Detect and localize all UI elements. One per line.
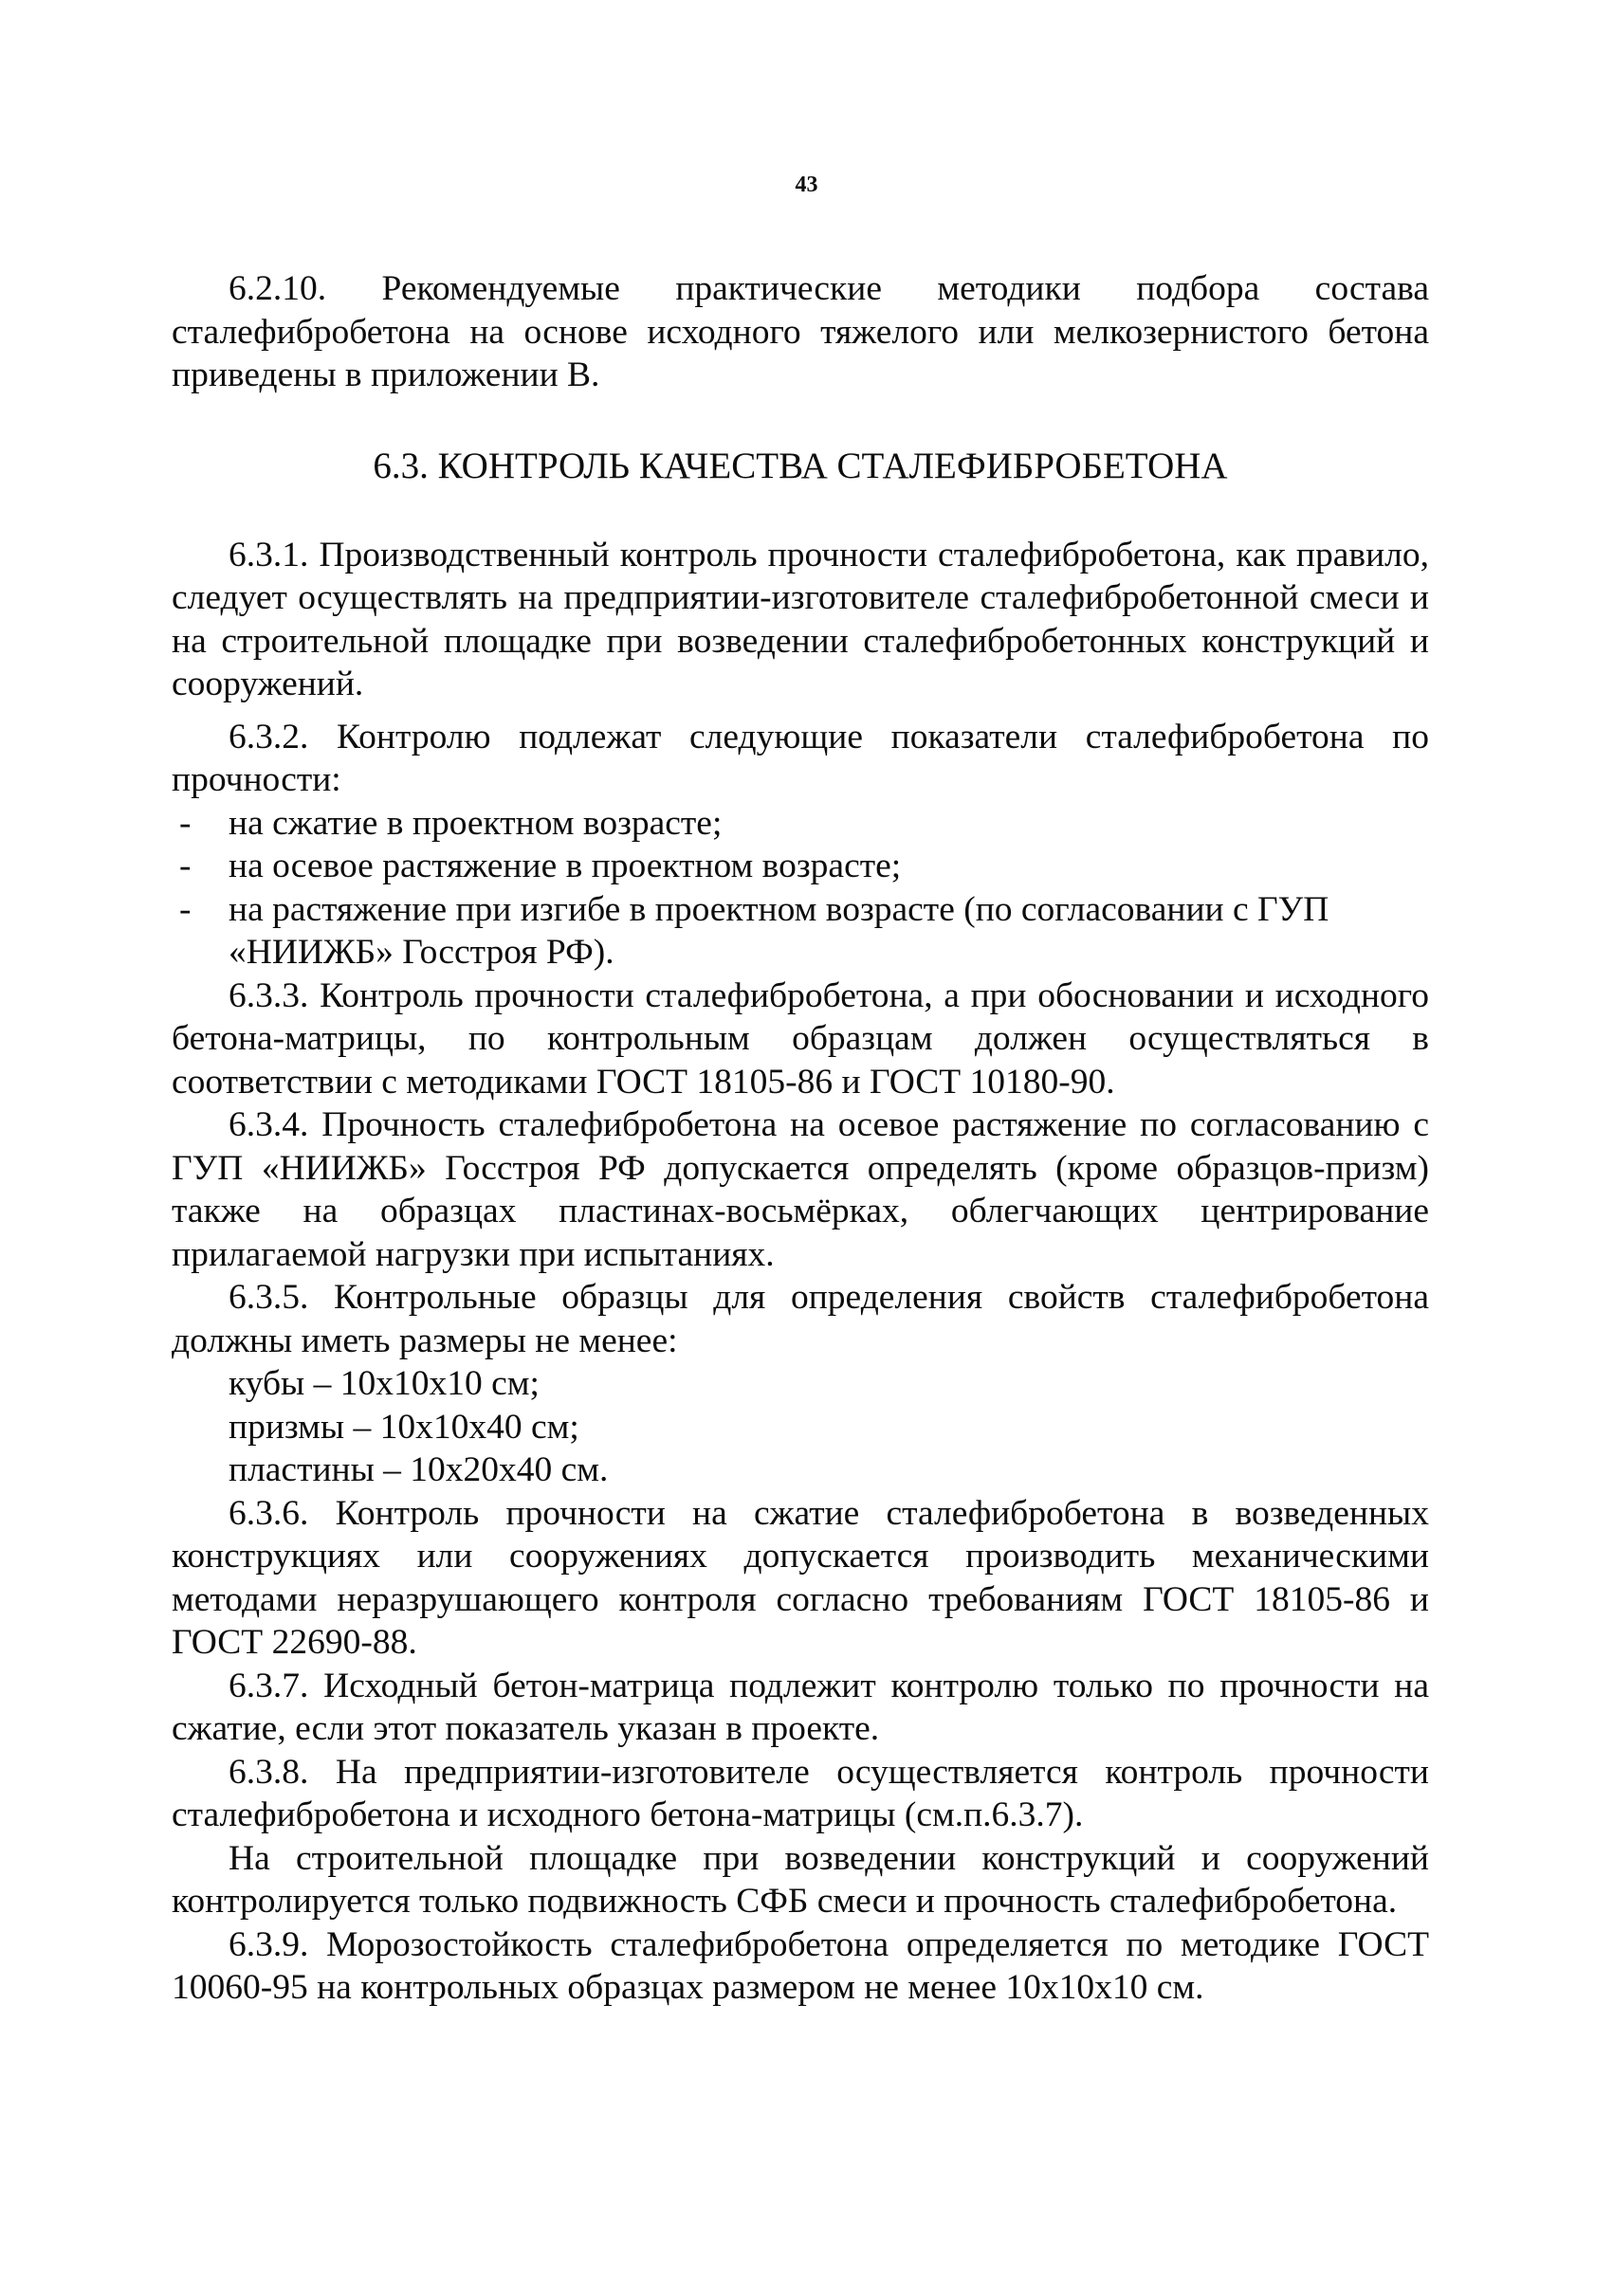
paragraph-6-3-8: 6.3.8. На предприятии-изготовителе осуществляется контроль прочности сталефибробетона и исходного бетона-матрицы (см.п.6.3.7). — [172, 1752, 1429, 1834]
section-heading: 6.3. КОНТРОЛЬ КАЧЕСТВА СТАЛЕФИБРОБЕТОНА — [373, 445, 1228, 486]
list-dash: - — [179, 889, 192, 929]
list-item-text: на осевое растяжение в проектном возрасте; — [229, 847, 902, 885]
size-cubes: кубы – 10х10х10 см; — [229, 1364, 540, 1403]
paragraph-site-control: На строительной площадке при возведении конструкций и сооружений контролируется только подвижность СФБ смеси и прочность сталефибробетона. — [172, 1838, 1429, 1921]
list-item-text: на сжатие в проектном возрасте; — [229, 803, 723, 843]
list-item — [172, 888, 1429, 975]
paragraph-6-3-1: 6.3.1. Производственный контроль прочности сталефибробетона, как правило, следует осуществлять на предприятии-изготовителе сталефибробетонной смеси и на строительной площадке при возведении сталефибробетонных конструкций и сооружений. — [172, 535, 1429, 703]
strength-indicators-list — [172, 802, 1429, 975]
paragraph-6-3-7: 6.3.7. Исходный бетон-матрица подлежит контролю только по прочности на сжатие, если этот показатель указан в проекте. — [172, 1666, 1429, 1748]
paragraph-6-3-3: 6.3.3. Контроль прочности сталефибробетона, а при обосновании и исходного бетона-матрицы, по контрольным образцам должен осуществляться в соответствии с методиками ГОСТ 18105-86 и ГОСТ 10180-90. — [172, 975, 1429, 1102]
paragraph-6-3-4: 6.3.4. Прочность сталефибробетона на осевое растяжение по согласованию с ГУП «НИИЖБ» Госстроя РФ допускается определять (кроме образцов-призм) также на образцах пластинах-восьмёрках, облегчающих центрирование прилагаемой нагрузки при испытаниях. — [172, 1105, 1429, 1274]
paragraph-6-2-10: 6.2.10. Рекомендуемые практические методики подбора состава сталефибробетона на основе исходного тяжелого или мелкозернистого бетона приведены в приложении В. — [172, 269, 1429, 394]
list-item — [172, 845, 1429, 888]
page-body — [172, 267, 1429, 2010]
size-prisms: призмы – 10х10х40 см; — [229, 1407, 579, 1447]
paragraph-6-3-5: 6.3.5. Контрольные образцы для определения свойств сталефибробетона должны иметь размеры не менее: — [172, 1278, 1429, 1360]
list-dash: - — [179, 803, 192, 843]
paragraph-6-3-9: 6.3.9. Морозостойкость сталефибробетона определяется по методике ГОСТ 10060-95 на контрольных образцах размером не менее 10х10х10 см. — [172, 1924, 1429, 2007]
size-plates: пластины – 10х20х40 см. — [229, 1450, 609, 1489]
list-dash: - — [179, 847, 192, 885]
paragraph-6-3-6: 6.3.6. Контроль прочности на сжатие сталефибробетона в возведенных конструкциях или сооружениях допускается производить механическими методами неразрушающего контроля согласно требованиям ГОСТ 18105-86 и ГОСТ 22690-88. — [172, 1493, 1429, 1662]
paragraph-6-3-2: 6.3.2. Контролю подлежат следующие показатели сталефибробетона по прочности: — [172, 717, 1429, 799]
list-item — [172, 802, 1429, 846]
page-number: 43 — [795, 173, 818, 197]
list-item-text: на растяжение при изгибе в проектном возрасте (по согласовании с ГУП «НИИЖБ» Госстроя РФ). — [229, 889, 1329, 972]
